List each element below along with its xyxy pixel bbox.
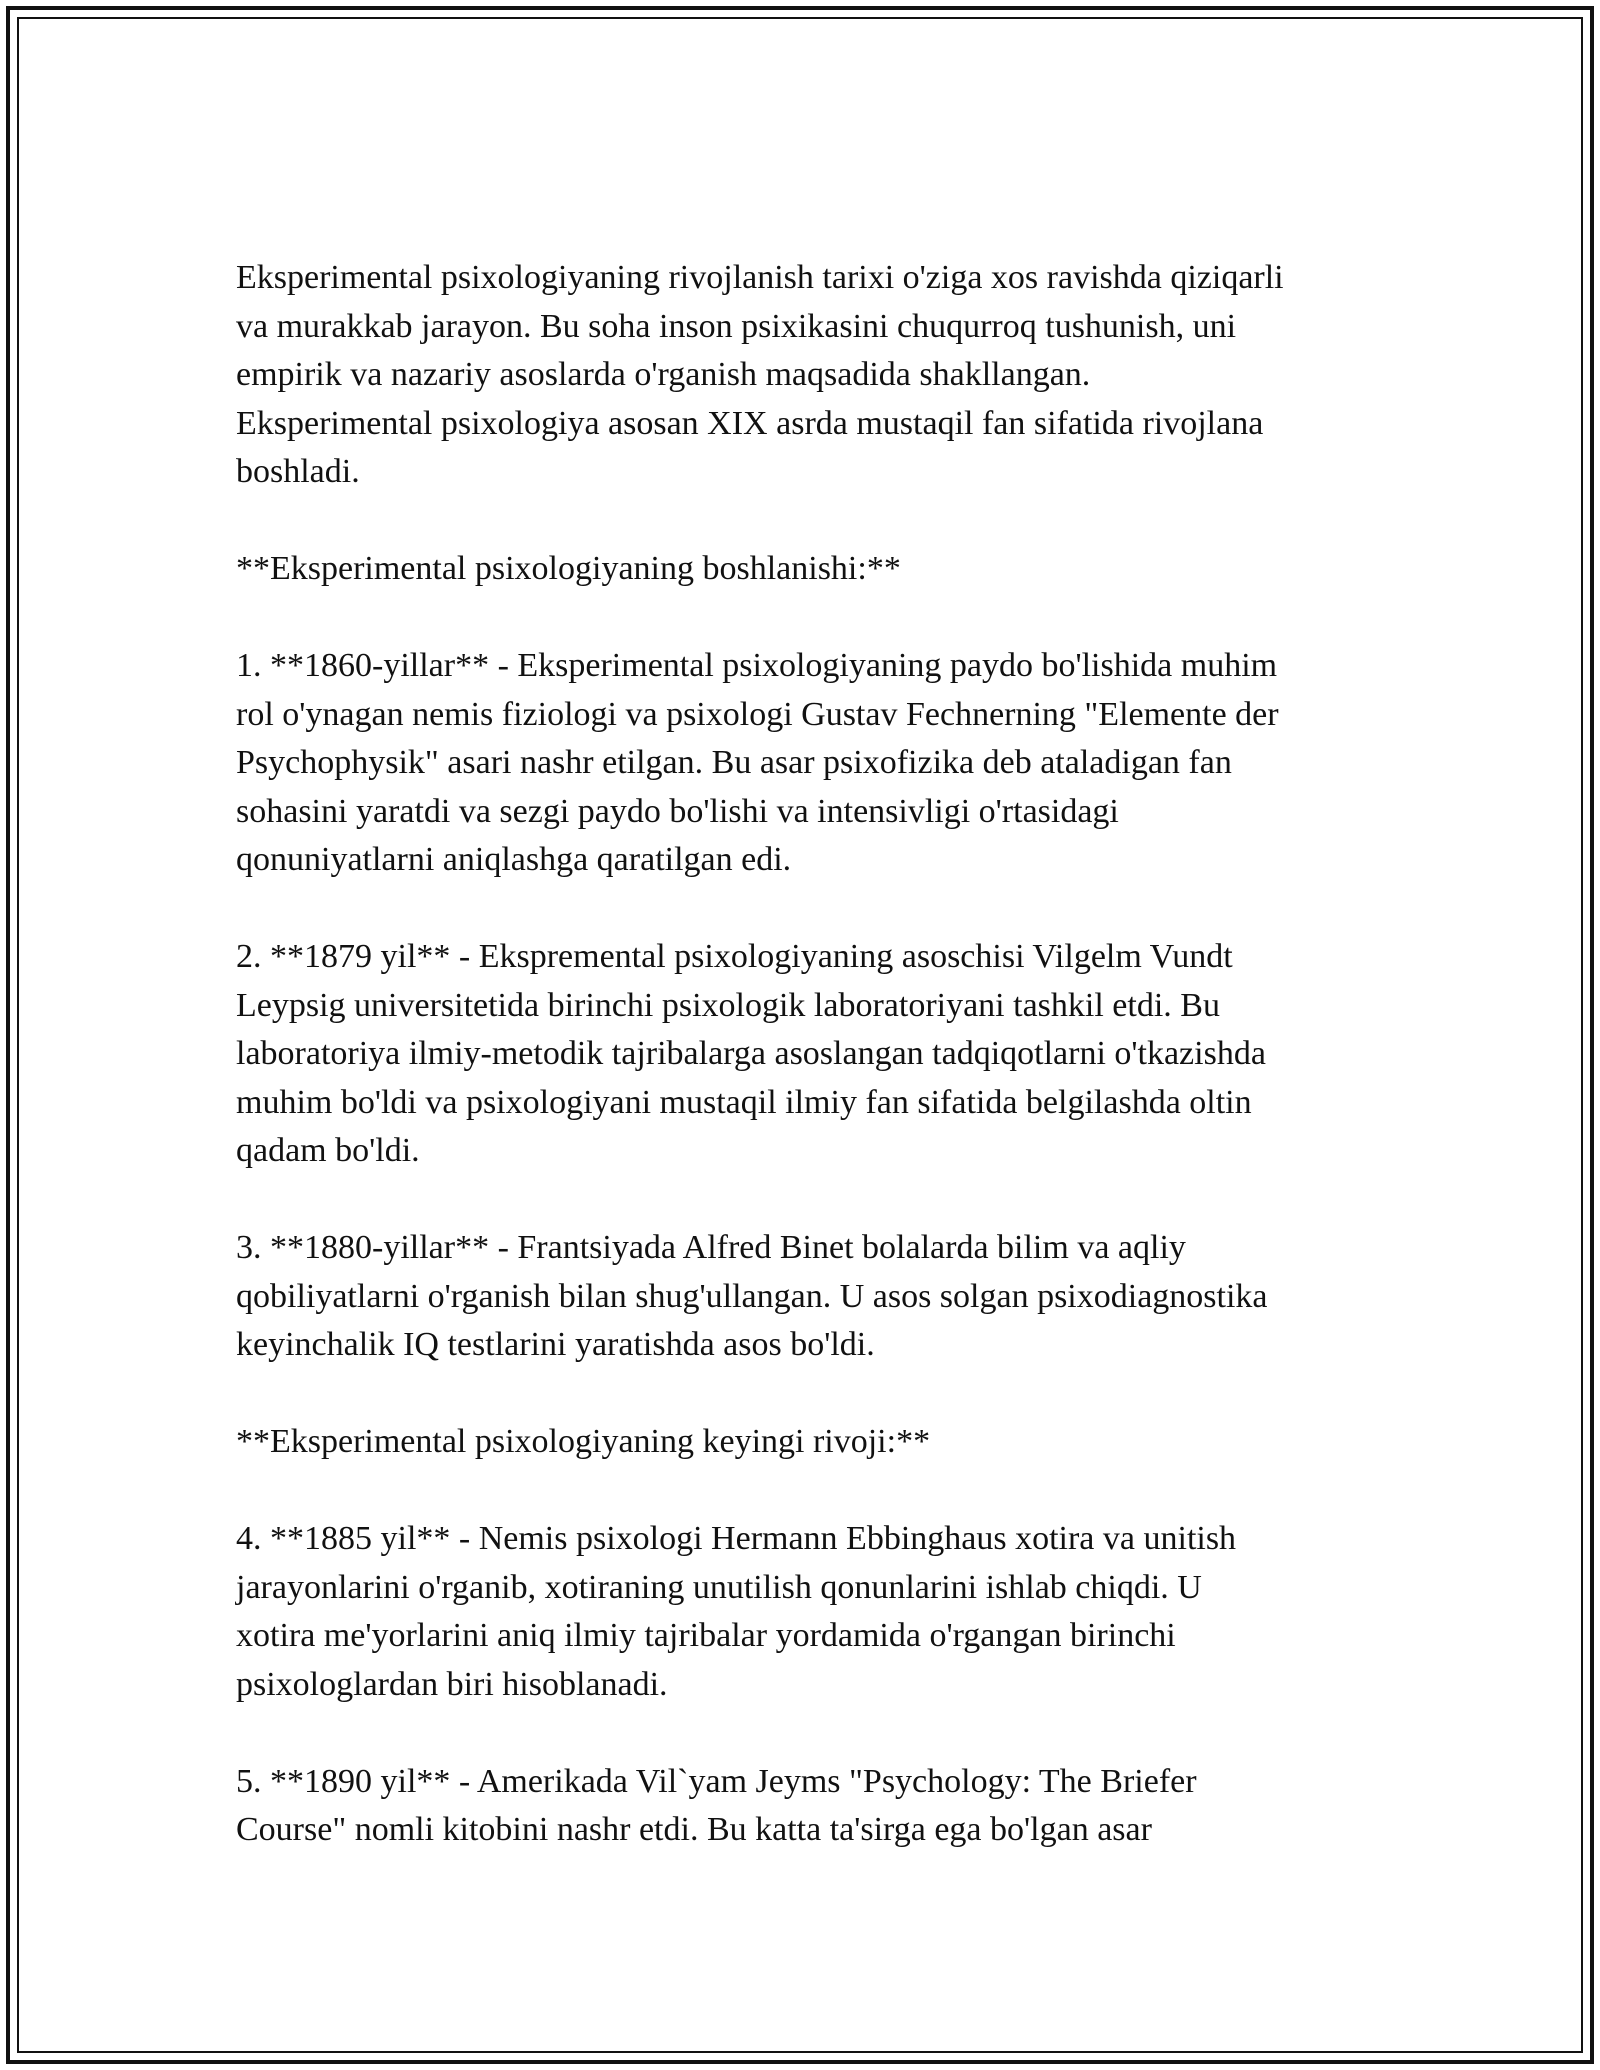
- list-item-1880: [236, 1224, 1376, 1370]
- text-line: 5. **1890 yil** - Amerikada Vil`yam Jeyms "Psychology: The Briefer: [236, 1762, 1197, 1800]
- text-line: Eksperimental psixologiyaning rivojlanish tarixi o'ziga xos ravishda qiziqarli: [236, 259, 1284, 296]
- list-item-1860: [236, 642, 1376, 885]
- intro-paragraph: [236, 254, 1376, 497]
- text-line: 1. **1860-yillar** - Eksperimental psixologiyaning paydo bo'lishida muhim: [236, 647, 1278, 684]
- list-item-1879: [236, 933, 1376, 1176]
- text-line: Eksperimental psixologiya asosan XIX asrda mustaqil fan sifatida rivojlana: [236, 404, 1264, 442]
- text-line: va murakkab jarayon. Bu soha inson psixikasini chuqurroq tushunish, uni: [236, 307, 1237, 345]
- text-line: qonuniyatlarni aniqlashga qaratilgan edi.: [236, 841, 792, 878]
- text-line: **Eksperimental psixologiyaning keyingi rivoji:**: [236, 1423, 931, 1460]
- text-line: **Eksperimental psixologiyaning boshlanishi:**: [236, 550, 901, 587]
- text-line: Course" nomli kitobini nashr etdi. Bu katta ta'sirga ega bo'lgan asar: [236, 1811, 1152, 1848]
- text-line: empirik va nazariy asoslarda o'rganish maqsadida shakllangan.: [236, 356, 1091, 393]
- text-line: muhim bo'ldi va psixologiyani mustaqil ilmiy fan sifatida belgilashda oltin: [236, 1083, 1252, 1121]
- text-line: psixologlardan biri hisoblanadi.: [236, 1665, 668, 1703]
- text-line: 4. **1885 yil** - Nemis psixologi Hermann Ebbinghaus xotira va unitish: [236, 1520, 1237, 1557]
- text-line: Psychophysik" asari nashr etilgan. Bu asar psixofizika deb ataladigan fan: [236, 744, 1232, 781]
- text-line: sohasini yaratdi va sezgi paydo bo'lishi va intensivligi o'rtasidagi: [236, 792, 1119, 830]
- section-heading-development: [236, 1418, 1376, 1467]
- list-item-1890: [236, 1758, 1376, 1855]
- text-line: qadam bo'ldi.: [236, 1132, 420, 1169]
- text-line: 2. **1879 yil** - Ekspremental psixologiyaning asoschisi Vilgelm Vundt: [236, 938, 1233, 975]
- text-line: rol o'ynagan nemis fiziologi va psixologi Gustav Fechnerning "Elemente der: [236, 695, 1279, 733]
- text-line: boshladi.: [236, 453, 360, 490]
- text-line: xotira me'yorlarini aniq ilmiy tajribalar yordamida o'rgangan birinchi: [236, 1617, 1176, 1654]
- text-line: keyinchalik IQ testlarini yaratishda asos bo'ldi.: [236, 1326, 875, 1363]
- text-line: qobiliyatlarni o'rganish bilan shug'ullangan. U asos solgan psixodiagnostika: [236, 1277, 1268, 1315]
- text-line: jarayonlarini o'rganib, xotiraning unutilish qonunlarini ishlab chiqdi. U: [236, 1568, 1202, 1606]
- list-item-1885: [236, 1515, 1376, 1709]
- text-line: 3. **1880-yillar** - Frantsiyada Alfred Binet bolalarda bilim va aqliy: [236, 1229, 1186, 1266]
- text-line: Leypsig universitetida birinchi psixologik laboratoriyani tashkil etdi. Bu: [236, 986, 1220, 1024]
- section-heading-beginning: [236, 545, 1376, 594]
- text-line: laboratoriya ilmiy-metodik tajribalarga asoslangan tadqiqotlarni o'tkazishda: [236, 1035, 1266, 1072]
- document-body: [236, 254, 1376, 1903]
